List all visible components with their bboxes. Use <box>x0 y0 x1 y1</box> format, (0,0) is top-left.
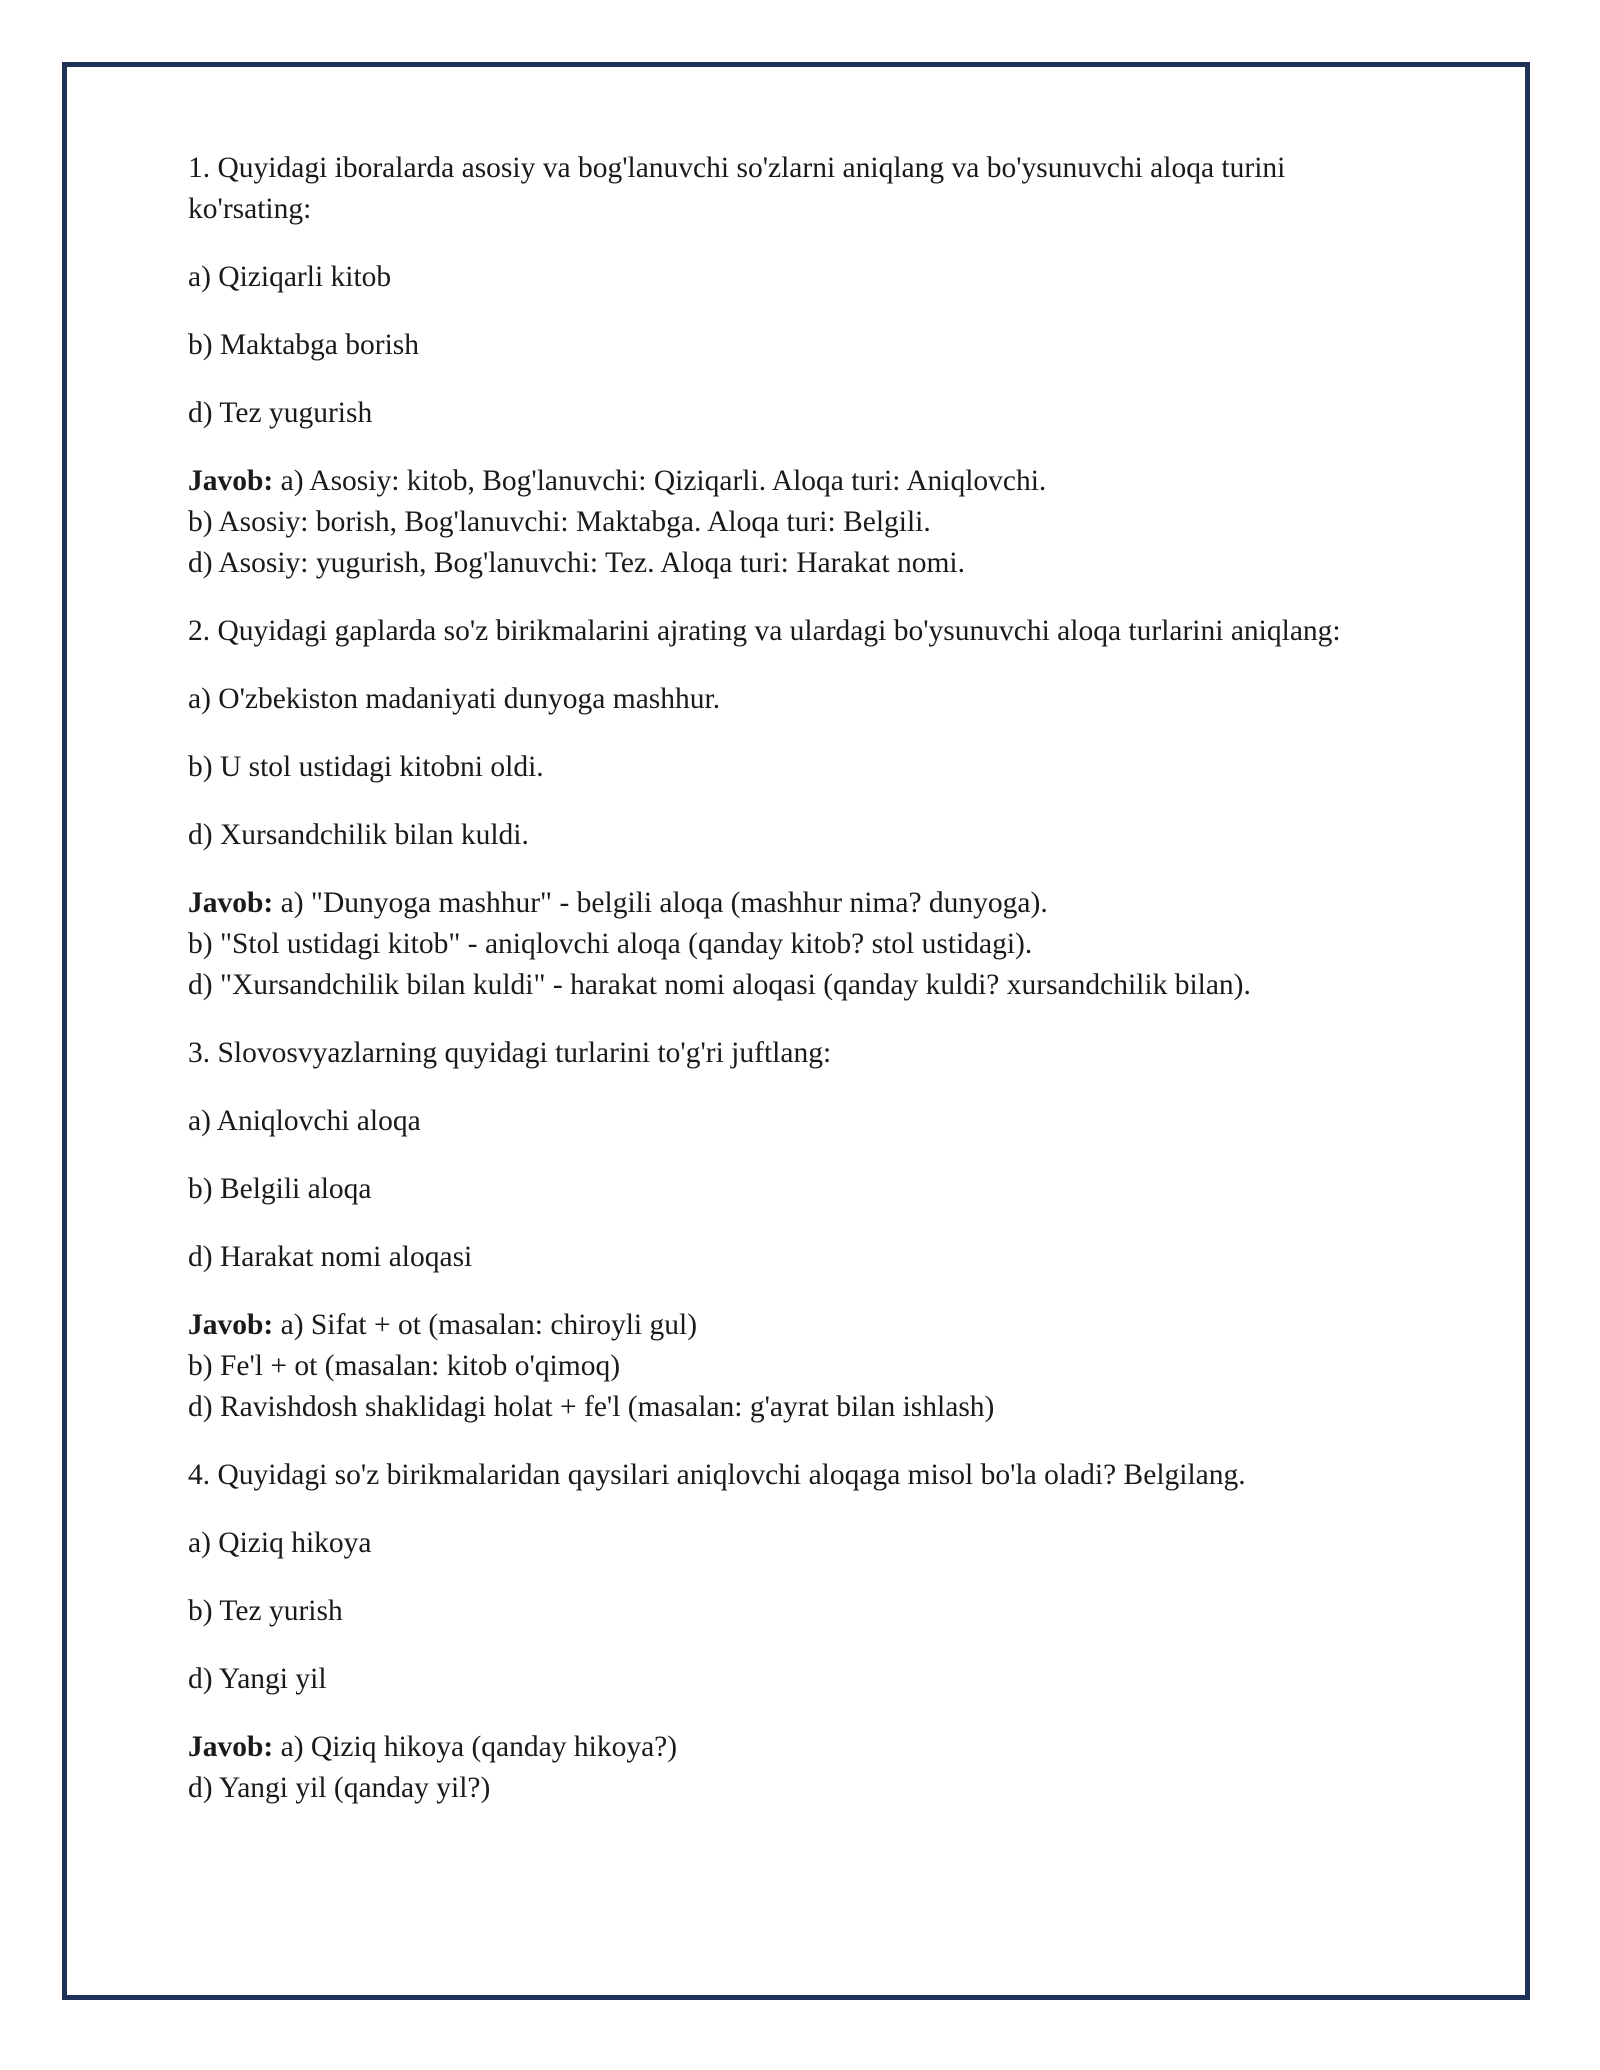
answer-line-1: Javob: a) Qiziq hikoya (qanday hikoya?) <box>188 1731 678 1763</box>
question-2-answer <box>188 883 1438 1006</box>
question-4-prompt <box>188 1455 1438 1496</box>
question-1-answer <box>188 461 1438 584</box>
question-1-text: 1. Quyidagi iboralarda asosiy va bog'lanuvchi so'zlarni aniqlang va bo'ysunuvchi aloqa turini ko'rsating: <box>188 152 1286 225</box>
question-1-option-d: d) Tez yugurish <box>188 397 373 429</box>
question-3-text: 3. Slovosvyazlarning quyidagi turlarini to'g'ri juftlang: <box>188 1037 832 1069</box>
question-4-option-d: d) Yangi yil <box>188 1663 327 1695</box>
question-4-option-a: a) Qiziq hikoya <box>188 1527 372 1559</box>
answer-line-3: d) "Xursandchilik bilan kuldi" - harakat nomi aloqasi (qanday kuldi? xursandchilik bilan). <box>188 969 1251 1001</box>
question-3-answer <box>188 1305 1438 1428</box>
answer-line-1: Javob: a) Sifat + ot (masalan: chiroyli gul) <box>188 1309 698 1341</box>
answer-label: Javob: <box>188 465 274 497</box>
answer-label: Javob: <box>188 1309 274 1341</box>
question-1-prompt <box>188 148 1438 230</box>
question-2-option-b: b) U stol ustidagi kitobni oldi. <box>188 751 544 783</box>
question-4-answer <box>188 1727 1438 1809</box>
answer-line-1: Javob: a) "Dunyoga mashhur" - belgili aloqa (mashhur nima? dunyoga). <box>188 887 1048 919</box>
answer-label: Javob: <box>188 1731 274 1763</box>
answer-line-3: d) Asosiy: yugurish, Bog'lanuvchi: Tez. Aloqa turi: Harakat nomi. <box>188 547 965 579</box>
answer-line-2: b) Asosiy: borish, Bog'lanuvchi: Maktabga. Aloqa turi: Belgili. <box>188 506 931 538</box>
answer-line-1: Javob: a) Asosiy: kitob, Bog'lanuvchi: Qiziqarli. Aloqa turi: Aniqlovchi. <box>188 465 1047 497</box>
question-4-option-b: b) Tez yurish <box>188 1595 343 1627</box>
answer-line-2: d) Yangi yil (qanday yil?) <box>188 1772 491 1804</box>
answer-line-2: b) "Stol ustidagi kitob" - aniqlovchi aloqa (qanday kitob? stol ustidagi). <box>188 928 1033 960</box>
question-2-prompt <box>188 611 1438 652</box>
answer-label: Javob: <box>188 887 274 919</box>
question-4-text: 4. Quyidagi so'z birikmalaridan qaysilari aniqlovchi aloqaga misol bo'la oladi? Belgilang. <box>188 1459 1246 1491</box>
question-3-option-d: d) Harakat nomi aloqasi <box>188 1241 473 1273</box>
document-content <box>188 148 1438 1836</box>
question-2-text: 2. Quyidagi gaplarda so'z birikmalarini ajrating va ulardagi bo'ysunuvchi aloqa turlarini aniqlang: <box>188 615 1341 647</box>
question-2-option-a: a) O'zbekiston madaniyati dunyoga mashhur. <box>188 683 721 715</box>
answer-line-3: d) Ravishdosh shaklidagi holat + fe'l (masalan: g'ayrat bilan ishlash) <box>188 1391 995 1423</box>
question-2-option-d: d) Xursandchilik bilan kuldi. <box>188 819 529 851</box>
question-3-prompt <box>188 1033 1438 1074</box>
question-3-option-b: b) Belgili aloqa <box>188 1173 372 1205</box>
question-1-option-a: a) Qiziqarli kitob <box>188 261 392 293</box>
question-1-option-b: b) Maktabga borish <box>188 329 420 361</box>
answer-line-2: b) Fe'l + ot (masalan: kitob o'qimoq) <box>188 1350 621 1382</box>
question-3-option-a: a) Aniqlovchi aloqa <box>188 1105 421 1137</box>
